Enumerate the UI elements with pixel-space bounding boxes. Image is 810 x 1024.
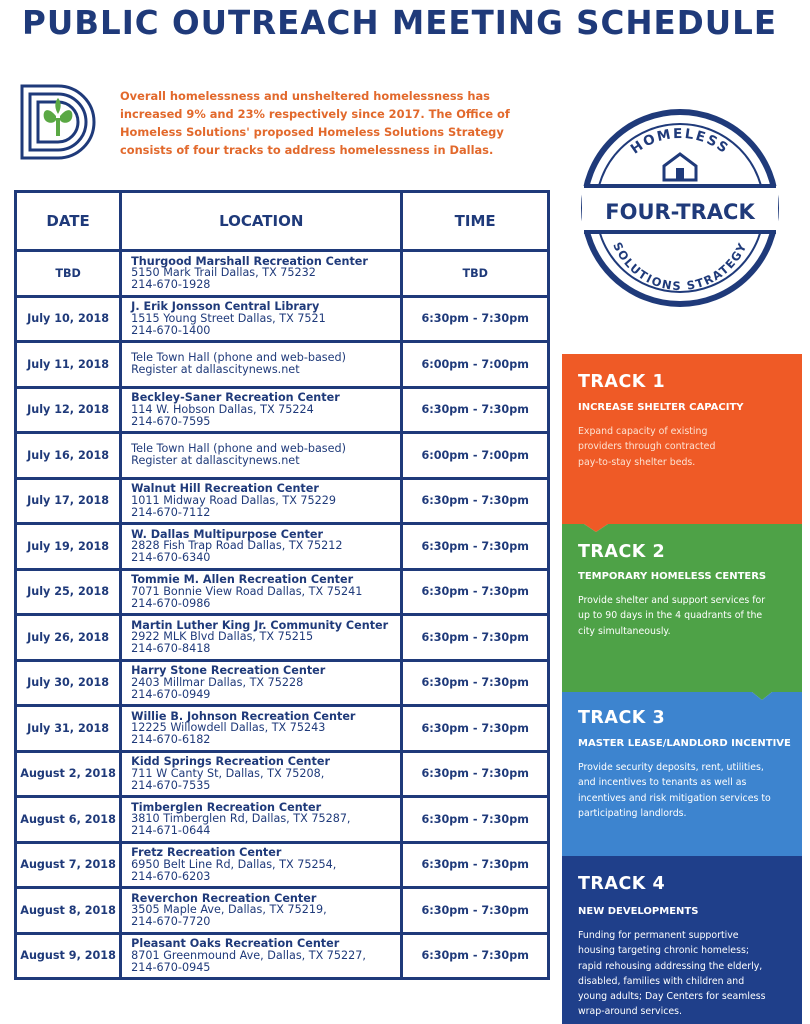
- location-address: 711 W Canty St, Dallas, TX 75208,: [131, 766, 325, 780]
- meeting-location: [121, 296, 402, 342]
- location-phone: 214-670-1928: [131, 278, 211, 292]
- meeting-time: 6:30pm - 7:30pm: [402, 478, 549, 524]
- location-name: Fretz Recreation Center: [131, 846, 282, 860]
- track-subtitle: MASTER LEASE/LANDLORD INCENTIVE: [578, 738, 791, 749]
- track-description-line: wrap-around services.: [578, 1006, 682, 1018]
- location-phone: 214-670-6203: [131, 869, 211, 883]
- meeting-date: August 8, 2018: [16, 888, 121, 934]
- track-title: TRACK 1: [578, 372, 666, 392]
- location-phone: 214-670-7720: [131, 915, 211, 929]
- location-name: Kidd Springs Recreation Center: [131, 755, 330, 769]
- location-name: Harry Stone Recreation Center: [131, 664, 326, 678]
- table-row: [16, 296, 549, 342]
- track-2-card: [562, 532, 802, 692]
- track-description-line: disabled, families with children and: [578, 975, 745, 987]
- location-name: Tele Town Hall (phone and web-based): [131, 442, 346, 456]
- meeting-location: [121, 933, 402, 979]
- meeting-date: TBD: [16, 251, 121, 297]
- meeting-time: 6:30pm - 7:30pm: [402, 751, 549, 797]
- track-description-line: rapid rehousing addressing the elderly,: [578, 960, 763, 972]
- badge-bottom-text: SOLUTIONS STRATEGY: [610, 239, 750, 294]
- meeting-time: 6:30pm - 7:30pm: [402, 842, 549, 888]
- meeting-location: [121, 888, 402, 934]
- meeting-location: [121, 433, 402, 479]
- meeting-location: [121, 751, 402, 797]
- meeting-date: July 11, 2018: [16, 342, 121, 388]
- location-address: 6950 Belt Line Rd, Dallas, TX 75254,: [131, 857, 337, 871]
- column-header-date: DATE: [16, 192, 121, 251]
- location-phone: 214-670-0986: [131, 596, 211, 610]
- meeting-location: [121, 524, 402, 570]
- location-address: 1011 Midway Road Dallas, TX 75229: [131, 493, 336, 507]
- table-row: [16, 342, 549, 388]
- meeting-date: July 10, 2018: [16, 296, 121, 342]
- location-phone: 214-670-1400: [131, 323, 211, 337]
- location-name: Beckley-Saner Recreation Center: [131, 391, 340, 405]
- track-description-line: pay-to-stay shelter beds.: [578, 456, 696, 468]
- city-of-dallas-logo-icon: [18, 80, 104, 164]
- track-description-line: incentives and risk mitigation services to: [578, 792, 771, 804]
- track-description: [578, 424, 798, 470]
- track-description-line: Funding for permanent supportive: [578, 930, 739, 941]
- location-address: 5150 Mark Trail Dallas, TX 75232: [131, 266, 316, 280]
- track-description-line: young adults; Day Centers for seamless: [578, 991, 766, 1003]
- meeting-date: July 30, 2018: [16, 660, 121, 706]
- meeting-location: [121, 706, 402, 752]
- table-row: [16, 615, 549, 661]
- location-phone: 214-671-0644: [131, 824, 211, 838]
- location-phone: 214-670-0945: [131, 960, 211, 974]
- location-address: 12225 Willowdell Dallas, TX 75243: [131, 721, 326, 735]
- badge-top-text: HOMELESS: [627, 125, 733, 158]
- meeting-time: 6:30pm - 7:30pm: [402, 296, 549, 342]
- location-address: 3810 Timberglen Rd, Dallas, TX 75287,: [131, 812, 351, 826]
- meeting-schedule-table: [14, 190, 550, 980]
- table-row: [16, 933, 549, 979]
- location-phone: 214-670-0949: [131, 687, 211, 701]
- meeting-location: [121, 660, 402, 706]
- location-name: Pleasant Oaks Recreation Center: [131, 937, 340, 951]
- table-row: [16, 524, 549, 570]
- track-title: TRACK 2: [578, 542, 666, 562]
- track-subtitle: TEMPORARY HOMELESS CENTERS: [578, 571, 767, 582]
- table-row: [16, 387, 549, 433]
- location-name: Thurgood Marshall Recreation Center: [131, 254, 368, 268]
- location-name: Walnut Hill Recreation Center: [131, 482, 319, 496]
- table-row: [16, 660, 549, 706]
- meeting-date: July 16, 2018: [16, 433, 121, 479]
- track-description-line: Provide shelter and support services for: [578, 595, 766, 606]
- track-subtitle: INCREASE SHELTER CAPACITY: [578, 402, 744, 413]
- location-name: Tele Town Hall (phone and web-based): [131, 351, 346, 365]
- page-title: PUBLIC OUTREACH MEETING SCHEDULE: [22, 4, 778, 42]
- meeting-location: [121, 797, 402, 843]
- location-address: Register at dallascitynews.net: [131, 454, 300, 468]
- location-phone: 214-670-6182: [131, 733, 211, 747]
- column-header-location: LOCATION: [121, 192, 402, 251]
- intro-line: Homeless Solutions' proposed Homeless Solutions Strategy: [120, 125, 504, 139]
- location-phone: 214-670-7112: [131, 505, 211, 519]
- meeting-time: 6:30pm - 7:30pm: [402, 706, 549, 752]
- track-1-card: [562, 354, 802, 524]
- meeting-date: July 17, 2018: [16, 478, 121, 524]
- track-description-line: and incentives to tenants as well as: [578, 777, 747, 789]
- track-description-line: Expand capacity of existing: [578, 426, 708, 437]
- meeting-location: [121, 342, 402, 388]
- track-subtitle: NEW DEVELOPMENTS: [578, 906, 699, 917]
- meeting-date: August 9, 2018: [16, 933, 121, 979]
- meeting-time: TBD: [402, 251, 549, 297]
- meeting-date: August 6, 2018: [16, 797, 121, 843]
- meeting-time: 6:00pm - 7:00pm: [402, 342, 549, 388]
- table-row: [16, 888, 549, 934]
- intro-line: consists of four tracks to address homelessness in Dallas.: [120, 143, 494, 157]
- track-description-line: city simultaneously.: [578, 625, 671, 637]
- location-address: 2403 Millmar Dallas, TX 75228: [131, 675, 304, 689]
- meeting-date: July 25, 2018: [16, 569, 121, 615]
- table-row: [16, 478, 549, 524]
- intro-paragraph: [120, 87, 520, 159]
- table-row: [16, 797, 549, 843]
- table-row: [16, 433, 549, 479]
- location-phone: 214-670-7595: [131, 414, 211, 428]
- meeting-location: [121, 251, 402, 297]
- track-description-line: participating landlords.: [578, 807, 687, 819]
- track-3-card: [562, 700, 802, 856]
- meeting-location: [121, 615, 402, 661]
- column-header-time: TIME: [402, 192, 549, 251]
- meeting-time: 6:30pm - 7:30pm: [402, 615, 549, 661]
- table-row: [16, 569, 549, 615]
- track-title: TRACK 4: [578, 874, 666, 894]
- location-phone: 214-670-6340: [131, 551, 211, 565]
- badge-center-text: FOUR-TRACK: [605, 200, 755, 224]
- meeting-date: August 7, 2018: [16, 842, 121, 888]
- four-track-badge: [580, 100, 780, 315]
- track-description: [578, 928, 798, 1020]
- meeting-time: 6:30pm - 7:30pm: [402, 569, 549, 615]
- meeting-date: July 12, 2018: [16, 387, 121, 433]
- tracks-panel: [562, 354, 802, 1024]
- table-row: [16, 751, 549, 797]
- meeting-time: 6:30pm - 7:30pm: [402, 797, 549, 843]
- meeting-time: 6:30pm - 7:30pm: [402, 524, 549, 570]
- meeting-date: August 2, 2018: [16, 751, 121, 797]
- table-row: [16, 251, 549, 297]
- location-name: J. Erik Jonsson Central Library: [131, 300, 320, 314]
- intro-line: Overall homelessness and unsheltered homelessness has: [120, 89, 490, 103]
- meeting-location: [121, 478, 402, 524]
- location-name: W. Dallas Multipurpose Center: [131, 527, 324, 541]
- track-title: TRACK 3: [578, 708, 666, 728]
- meeting-date: July 26, 2018: [16, 615, 121, 661]
- meeting-time: 6:00pm - 7:00pm: [402, 433, 549, 479]
- meeting-location: [121, 387, 402, 433]
- meeting-time: 6:30pm - 7:30pm: [402, 933, 549, 979]
- track-4-card: [562, 856, 802, 1024]
- table-header-row: [16, 192, 549, 251]
- location-address: 2828 Fish Trap Road Dallas, TX 75212: [131, 539, 343, 553]
- location-address: Register at dallascitynews.net: [131, 363, 300, 377]
- location-address: 2922 MLK Blvd Dallas, TX 75215: [131, 630, 314, 644]
- location-phone: 214-670-7535: [131, 778, 211, 792]
- location-address: 3505 Maple Ave, Dallas, TX 75219,: [131, 903, 327, 917]
- track-description: [578, 593, 798, 639]
- track-description: [578, 760, 798, 821]
- location-name: Willie B. Johnson Recreation Center: [131, 709, 356, 723]
- location-phone: 214-670-8418: [131, 642, 211, 656]
- track-description-line: housing targeting chronic homeless;: [578, 945, 750, 957]
- location-name: Tommie M. Allen Recreation Center: [131, 573, 354, 587]
- table-row: [16, 706, 549, 752]
- location-address: 8701 Greenmound Ave, Dallas, TX 75227,: [131, 948, 366, 962]
- meeting-date: July 19, 2018: [16, 524, 121, 570]
- meeting-location: [121, 569, 402, 615]
- meeting-time: 6:30pm - 7:30pm: [402, 660, 549, 706]
- location-name: Timberglen Recreation Center: [131, 800, 322, 814]
- location-name: Martin Luther King Jr. Community Center: [131, 618, 389, 632]
- meeting-location: [121, 842, 402, 888]
- intro-line: increased 9% and 23% respectively since 2017. The Office of: [120, 107, 510, 121]
- track-description-line: providers through contracted: [578, 441, 716, 453]
- track-description-line: Provide security deposits, rent, utilities,: [578, 762, 764, 773]
- meeting-date: July 31, 2018: [16, 706, 121, 752]
- location-address: 114 W. Hobson Dallas, TX 75224: [131, 402, 314, 416]
- location-name: Reverchon Recreation Center: [131, 891, 317, 905]
- track-description-line: up to 90 days in the 4 quadrants of the: [578, 610, 763, 622]
- location-address: 1515 Young Street Dallas, TX 7521: [131, 311, 326, 325]
- meeting-time: 6:30pm - 7:30pm: [402, 387, 549, 433]
- location-address: 7071 Bonnie View Road Dallas, TX 75241: [131, 584, 363, 598]
- table-row: [16, 842, 549, 888]
- meeting-time: 6:30pm - 7:30pm: [402, 888, 549, 934]
